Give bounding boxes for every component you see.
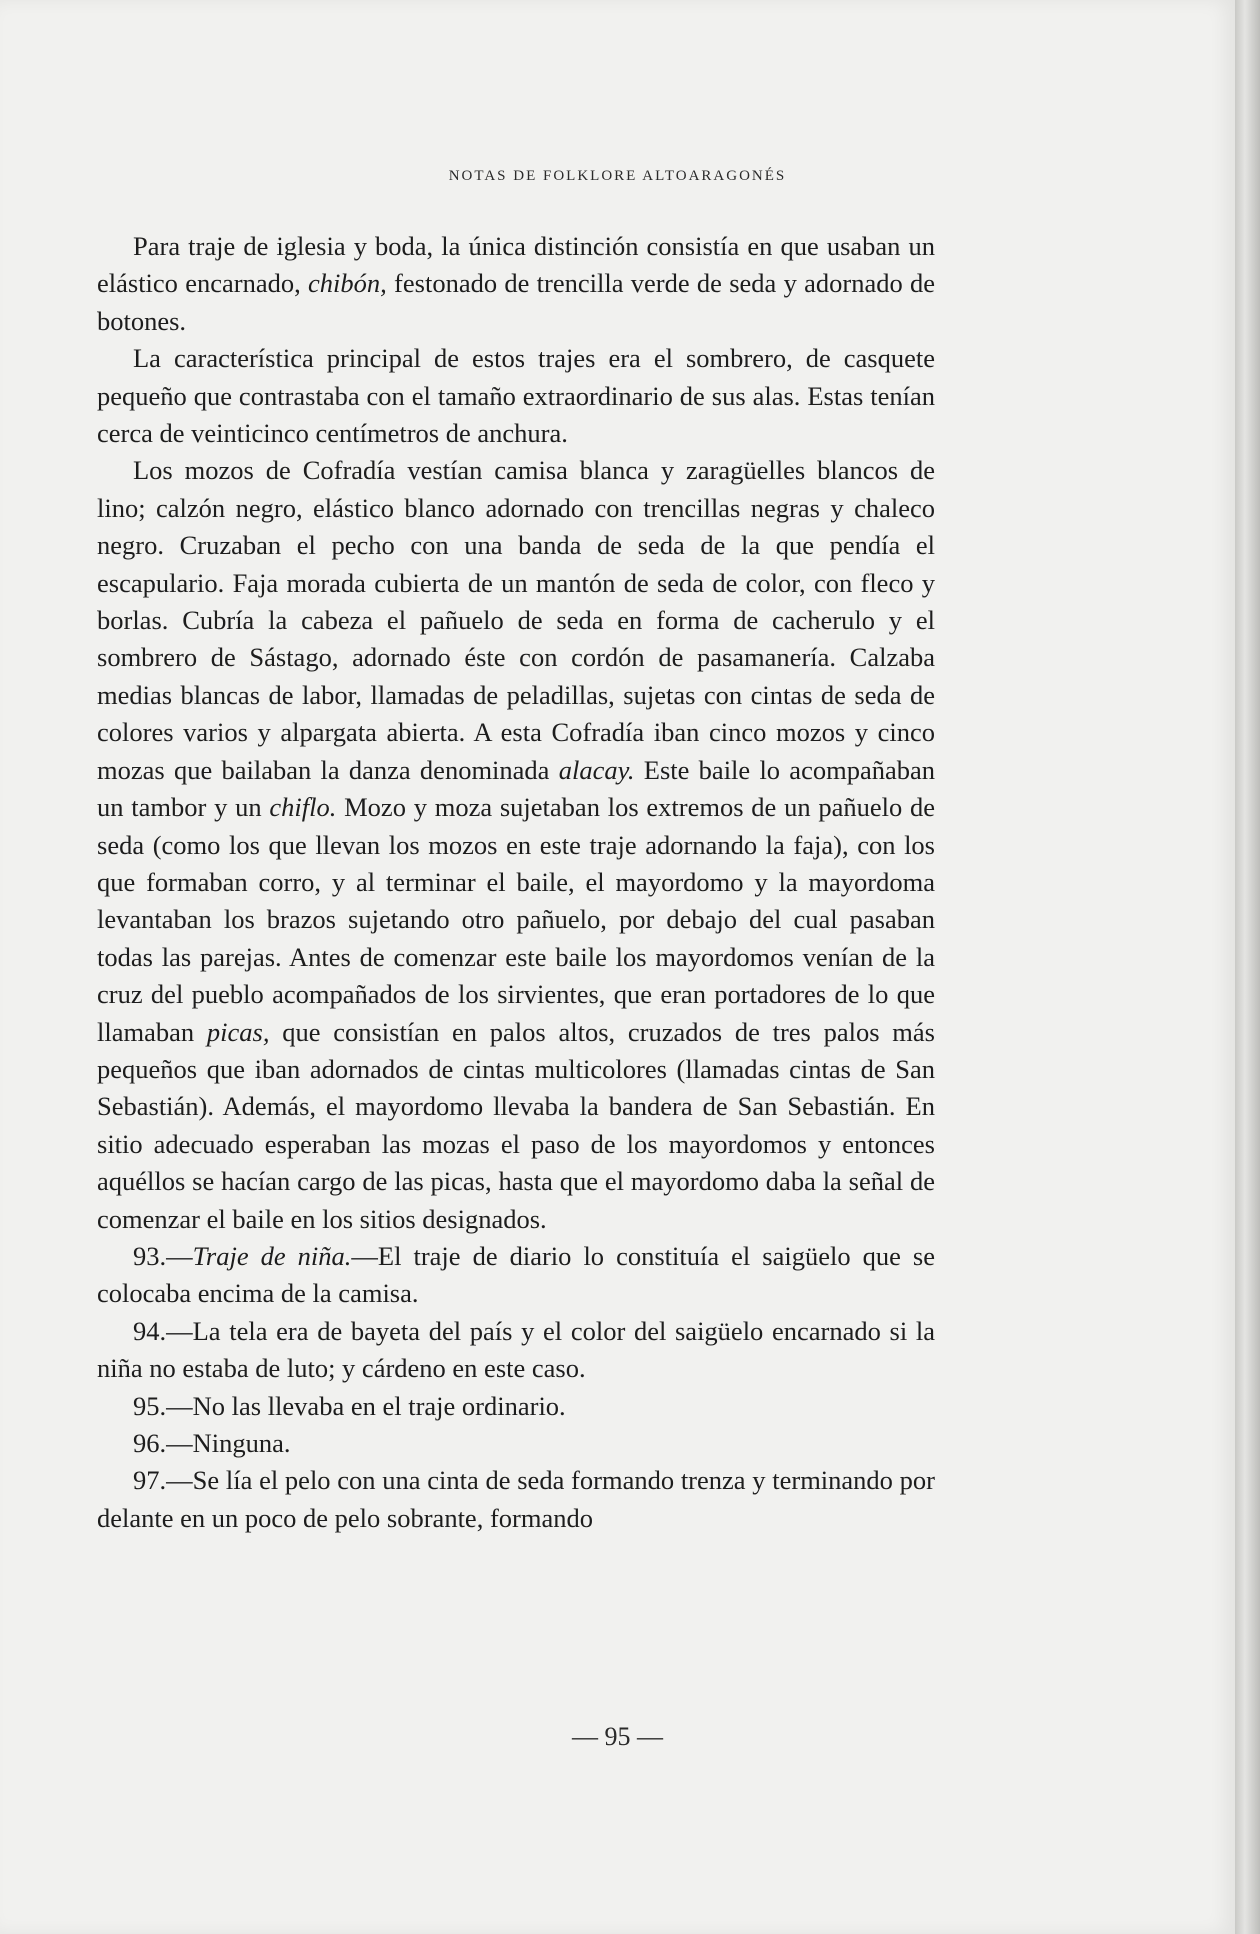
text-run: Los mozos de Cofradía vestían camisa blanca y zaragüelles blancos de lino; calzón negro, elástico blanco adornado con trencillas negras y chaleco negro. Cruzaban el pecho con una banda de seda de la que pendía el escapulario. Faja morada cubierta de un mantón de seda de color, con fleco y borlas. Cubría la cabeza el pañuelo de seda en forma de cacherulo y el sombrero de Sástago, adornado éste con cordón de pasamanería. Calzaba medias blancas de labor, llamadas de peladillas, sujetas con cintas de seda de colores varios y alpargata abierta. A esta Cofradía iban cinco mozos y cinco mozas que bailaban la danza denominada	[97, 455, 935, 785]
italic-term: Traje de niña.	[192, 1240, 352, 1271]
paragraph	[97, 1462, 935, 1537]
text-run: festonado de trencilla verde de seda y adornado de botones.	[97, 268, 936, 336]
paragraph	[97, 1238, 935, 1313]
italic-term: alacay.	[558, 754, 635, 785]
italic-term: picas,	[206, 1016, 270, 1047]
paragraph	[97, 228, 935, 340]
body-text	[97, 228, 935, 1537]
text-run: La característica principal de estos trajes era el sombrero, de casquete pequeño que contrastaba con el tamaño extraordinario de sus alas. Estas tenían cerca de veinticinco centímetros de anchura.	[97, 343, 935, 449]
running-head: NOTAS DE FOLKLORE ALTOARAGONÉS	[448, 168, 787, 184]
text-run: que consistían en palos altos, cruzados de tres palos más pequeños que iban adornados de cintas multicolores (llamadas cintas de San Sebastián). Además, el mayordomo llevaba la bandera de San Sebastián. En sitio adecuado esperaban las mozas el paso de los mayordomos y entonces aquéllos se hacían cargo de las picas, hasta que el mayordomo daba la señal de comenzar el baile en los sitios designados.	[97, 1016, 935, 1234]
text-run: 97.—Se lía el pelo con una cinta de seda formando trenza y terminando por delante en un poco de pelo sobrante, formando	[97, 1465, 935, 1533]
text-run: Mozo y moza sujetaban los extremos de un pañuelo de seda (como los que llevan los mozos en este traje adornando la faja), con los que formaban corro, y al terminar el baile, el mayordomo y la mayordoma levantaban los brazos sujetando otro pañuelo, por debajo del cual pasaban todas las parejas. Antes de comenzar este baile los mayordomos venían de la cruz del pueblo acompañados de los sirvientes, que eran portadores de lo que llamaban	[97, 792, 936, 1047]
text-run: 95.—No las llevaba en el traje ordinario.	[133, 1390, 566, 1421]
paragraph	[97, 452, 935, 1238]
paragraph	[97, 1425, 935, 1462]
paragraph	[97, 340, 935, 452]
text-run: —El traje de diario lo constituía el saigüelo que se colocaba encima de la camisa.	[97, 1240, 935, 1309]
page-edge	[1235, 0, 1260, 1934]
paragraph	[97, 1388, 935, 1425]
text-run: 93.—	[133, 1240, 193, 1271]
text-run: Este baile lo acompañaban un tambor y un	[97, 754, 935, 823]
text-run: 94.—La tela era de bayeta del país y el color del saigüelo encarnado si la niña no estaba de luto; y cárdeno en este caso.	[97, 1315, 935, 1384]
text-run: 96.—Ninguna.	[133, 1428, 291, 1458]
page-number: — 95 —	[572, 1722, 663, 1751]
italic-term: chibón,	[308, 268, 387, 299]
text-run: Para traje de iglesia y boda, la única distinción consistía en que usaban un elástico encarnado,	[97, 231, 935, 299]
paragraph	[97, 1313, 935, 1388]
italic-term: chiflo.	[269, 792, 337, 823]
